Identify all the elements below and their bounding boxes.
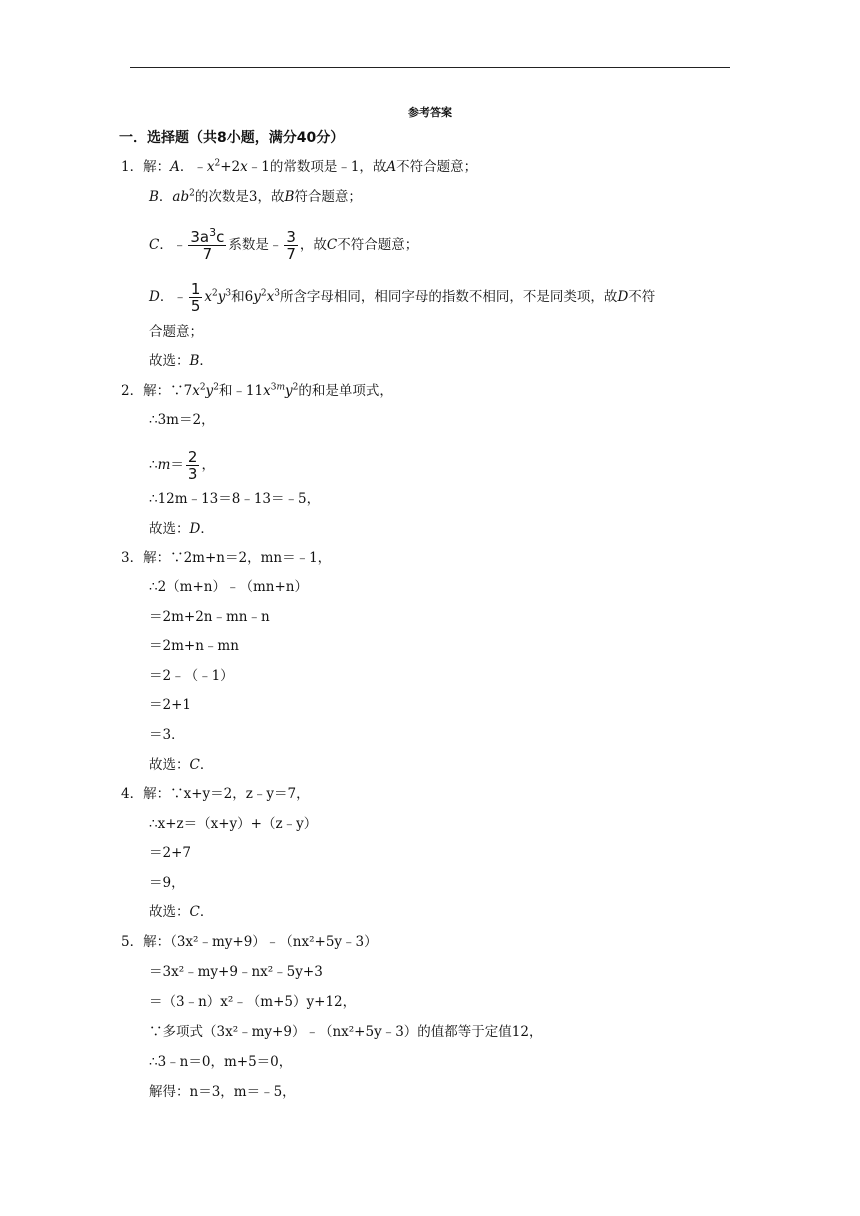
q1-answer: 故选：B． [149, 353, 213, 369]
q2-fraction: $\frac{2}{3}$ [187, 448, 198, 483]
q4-line-1: 4．解：∵x+y＝2，z﹣y＝7， [121, 786, 310, 802]
q1-c-fraction: $\frac{3a^3c}{7}$ [190, 226, 225, 263]
q2-line-1: 2．解：$\because 7x^2y^2$和$﹣11x^{3m}y^2$的和是单项式， [121, 382, 393, 399]
q4-answer: 故选：C． [149, 904, 214, 920]
q3-line-5: ＝2﹣（﹣1） [149, 668, 234, 684]
q3-line-3: ＝2m+2n﹣mn﹣n [149, 609, 270, 625]
q1-line-c: C．﹣ $\frac{3a^3c}{7}$ 系数是﹣ $\frac{3}{7}$ ，故C不符合题意； [149, 226, 419, 263]
q1-line-d: D．﹣ $\frac{1}{5}$ $x^2y^3$和$6y^2x^3$所含字母相同，相同字母的指数不相同，不是同类项，故D不符 [149, 280, 656, 315]
q4-line-4: ＝9， [149, 875, 185, 891]
q3-line-7: ＝3． [149, 727, 185, 743]
header-rule [130, 67, 730, 68]
q1-line-d-cont: 合题意； [149, 324, 203, 340]
q5-line-3: ＝（3﹣n）x²﹣（m+5）y+12， [149, 994, 357, 1010]
q3-answer: 故选：C． [149, 757, 214, 773]
q5-line-6: 解得：n＝3，m＝﹣5， [149, 1084, 296, 1100]
page-title: 参考答案 [408, 106, 452, 119]
section-heading: 一．选择题（共8小题，满分40分） [119, 130, 345, 146]
q2-line-2: ∴3m＝2， [149, 412, 215, 428]
q1-d-fraction: $\frac{1}{5}$ [190, 280, 201, 315]
q2-line-3: ∴m＝ $\frac{2}{3}$ ， [149, 448, 215, 483]
q1-line-b: B．$ab^2$的次数是3，故B符合题意； [149, 188, 362, 205]
q1-c-coefficient-fraction: $\frac{3}{7}$ [286, 228, 296, 263]
q1-line-a: 1．解：A．$﹣x^2+2x﹣1$的常数项是﹣1，故A不符合题意； [121, 158, 478, 175]
q5-line-5: ∴3﹣n＝0，m+5＝0， [149, 1054, 293, 1070]
q3-line-6: ＝2+1 [149, 697, 191, 713]
q4-line-2: ∴x+z＝（x+y）+（z﹣y） [149, 816, 318, 832]
q2-line-4: ∴12m﹣13＝8﹣13＝﹣5， [149, 491, 321, 507]
q5-line-1: 5．解：（3x²﹣my+9）﹣（nx²+5y﹣3） [121, 934, 378, 950]
q3-line-4: ＝2m+n﹣mn [149, 638, 239, 654]
q2-answer: 故选：D． [149, 521, 214, 537]
q5-line-4: ∵多项式（3x²﹣my+9）﹣（nx²+5y﹣3）的值都等于定值12， [149, 1024, 543, 1040]
q1-lead: 解： [143, 159, 171, 175]
q1-a-label: A [170, 159, 180, 175]
q1-number: 1． [121, 159, 144, 175]
q3-line-1: 3．解：∵2m+n＝2，mn＝﹣1， [121, 550, 332, 566]
q4-line-3: ＝2+7 [149, 845, 191, 861]
q3-line-2: ∴2（m+n）﹣（mn+n） [149, 579, 308, 595]
q5-line-2: ＝3x²﹣my+9﹣nx²﹣5y+3 [149, 964, 323, 980]
